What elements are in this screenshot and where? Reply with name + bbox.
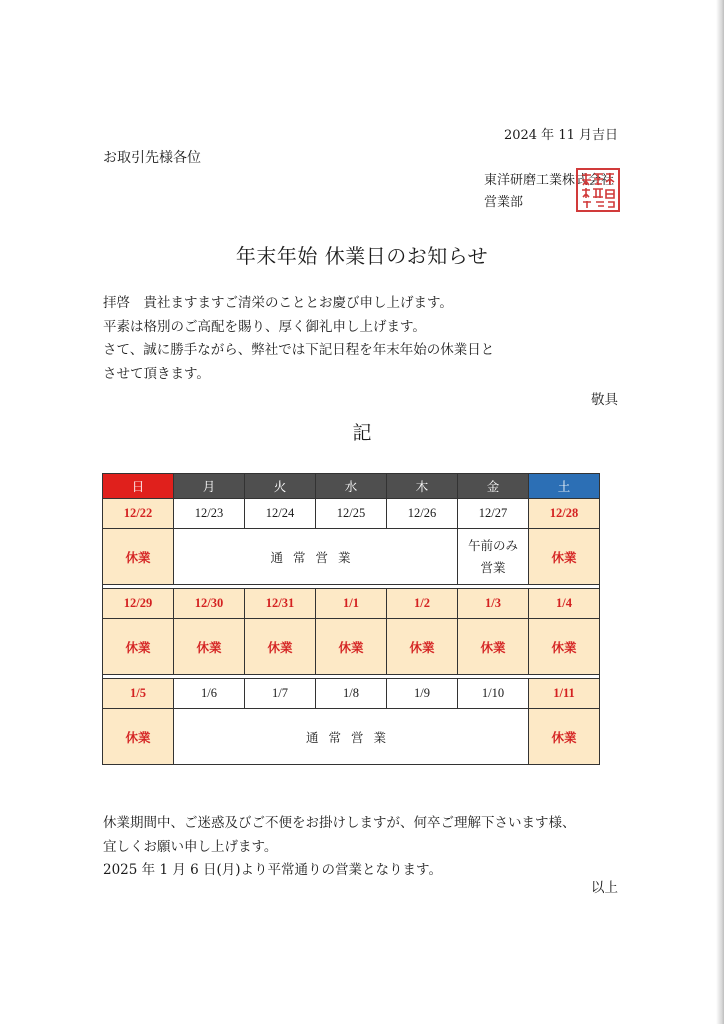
body-line: 平素は格別のご高配を賜り、厚く御礼申し上げます。 xyxy=(103,318,426,335)
closed-status-cell: 休業 xyxy=(529,709,600,765)
weekday-tue: 火 xyxy=(245,474,316,499)
body-line: さて、誠に勝手ながら、弊社では下記日程を年末年始の休業日と xyxy=(103,342,495,358)
closed-status-cell: 休業 xyxy=(174,619,245,675)
greeting-paragraph xyxy=(103,292,494,386)
date-cell: 1/9 xyxy=(387,679,458,709)
weekday-sat: 土 xyxy=(529,474,600,499)
week2-date-row xyxy=(103,589,600,619)
week3-status-row xyxy=(103,709,600,765)
date-cell: 12/29 xyxy=(103,589,174,619)
date-cell: 12/28 xyxy=(529,499,600,529)
footer-line: 休業期間中、ご迷惑及びご不便をお掛けしますが、何卒ご理解下さいます様、 xyxy=(103,815,576,831)
department-name: 営業部 xyxy=(484,195,524,210)
closed-status-cell: 休業 xyxy=(458,619,529,675)
date-cell: 1/3 xyxy=(458,589,529,619)
closing-ijo: 以上 xyxy=(591,880,618,896)
week3-date-row xyxy=(103,679,600,709)
normal-business-span: 通常営業 xyxy=(174,529,458,585)
notice-title: 年末年始 休業日のお知らせ xyxy=(235,244,489,268)
recipient-line: お取引先様各位 xyxy=(103,150,201,166)
footer-line: 宜しくお願い申し上げます。 xyxy=(103,838,278,855)
date-cell: 12/22 xyxy=(103,499,174,529)
weekday-sun: 日 xyxy=(103,474,174,499)
date-cell: 1/1 xyxy=(316,589,387,619)
scan-edge-shadow xyxy=(716,0,724,1024)
date-cell: 12/30 xyxy=(174,589,245,619)
issue-date: 2024 年 11 月吉日 xyxy=(503,128,618,143)
date-cell: 1/4 xyxy=(529,589,600,619)
half-day-line: 午前のみ xyxy=(467,538,518,553)
normal-business-span: 通常営業 xyxy=(174,709,529,765)
closed-status-cell: 休業 xyxy=(245,619,316,675)
week1-status-row xyxy=(103,529,600,585)
closing-keigu: 敬具 xyxy=(591,392,618,408)
date-cell: 12/25 xyxy=(316,499,387,529)
closed-status-cell: 休業 xyxy=(103,709,174,765)
body-line: させて頂きます。 xyxy=(103,365,210,382)
company-name: 東洋研磨工業株式会社 xyxy=(484,173,615,188)
date-cell: 12/31 xyxy=(245,589,316,619)
company-seal-stamp xyxy=(576,168,620,212)
closed-status-cell: 休業 xyxy=(103,529,174,585)
half-day-status-cell xyxy=(458,529,529,585)
date-cell: 12/23 xyxy=(174,499,245,529)
seal-mark-icon xyxy=(578,170,618,210)
half-day-line: 営業 xyxy=(480,560,506,575)
date-cell: 1/7 xyxy=(245,679,316,709)
weekday-mon: 月 xyxy=(174,474,245,499)
week1-date-row xyxy=(103,499,600,529)
date-cell: 1/6 xyxy=(174,679,245,709)
holiday-calendar xyxy=(102,473,600,765)
footer-paragraph xyxy=(103,812,576,883)
date-cell: 1/5 xyxy=(103,679,174,709)
date-cell: 12/24 xyxy=(245,499,316,529)
date-cell: 1/10 xyxy=(458,679,529,709)
date-cell: 1/2 xyxy=(387,589,458,619)
weekday-fri: 金 xyxy=(458,474,529,499)
closed-status-cell: 休業 xyxy=(103,619,174,675)
closed-status-cell: 休業 xyxy=(387,619,458,675)
closed-status-cell: 休業 xyxy=(529,619,600,675)
date-cell: 12/26 xyxy=(387,499,458,529)
body-line: 拝啓 貴社ますますご清栄のこととお慶び申し上げます。 xyxy=(103,295,453,311)
date-cell: 1/11 xyxy=(529,679,600,709)
week2-status-row xyxy=(103,619,600,675)
weekday-header-row xyxy=(103,474,600,499)
weekday-thu: 木 xyxy=(387,474,458,499)
closed-status-cell: 休業 xyxy=(529,529,600,585)
footer-line: 2025 年 1 月 6 日(月)より平常通りの営業となります。 xyxy=(103,862,442,878)
closed-status-cell: 休業 xyxy=(316,619,387,675)
ki-heading: 記 xyxy=(352,422,372,444)
weekday-wed: 水 xyxy=(316,474,387,499)
date-cell: 12/27 xyxy=(458,499,529,529)
date-cell: 1/8 xyxy=(316,679,387,709)
